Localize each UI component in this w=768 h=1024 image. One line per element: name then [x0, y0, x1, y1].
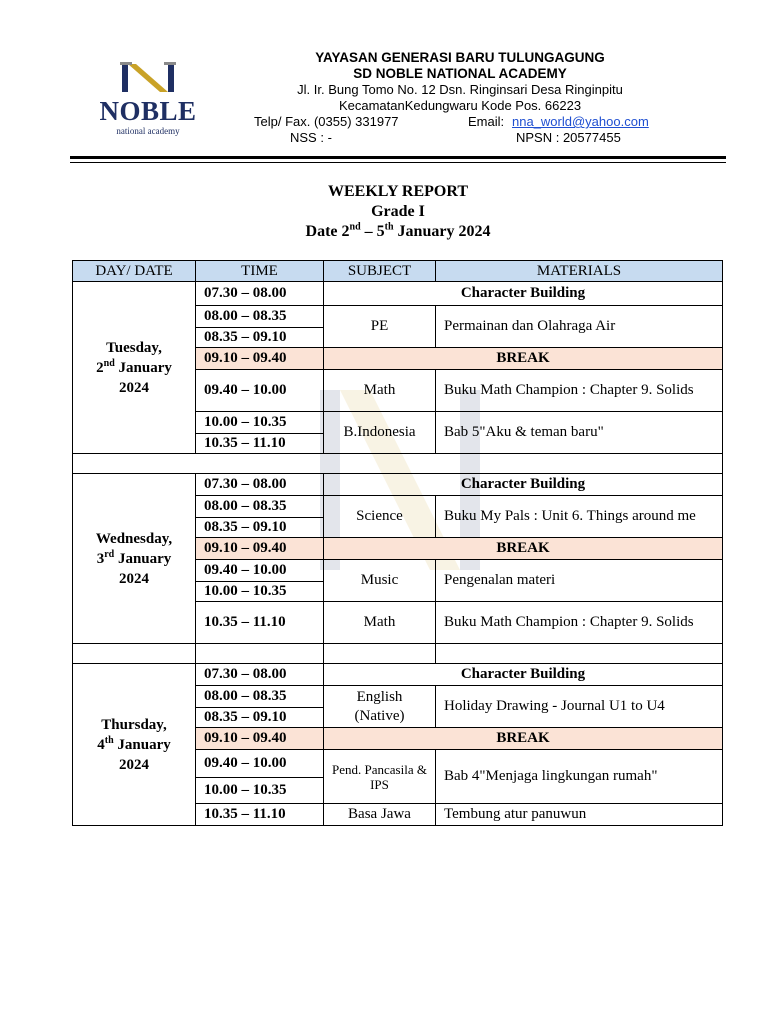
npsn-text: NPSN : 20577455 — [516, 130, 621, 145]
empty-cell — [436, 644, 723, 664]
col-header-subject: SUBJECT — [324, 261, 436, 282]
time-cell: 10.35 – 11.10 — [196, 804, 324, 826]
subject-cell: Math — [324, 370, 436, 412]
col-header-day: DAY/ DATE — [73, 261, 196, 282]
time-cell: 09.40 – 10.00 — [196, 750, 324, 778]
day-cell-thursday: Thursday, 4th January 2024 — [73, 664, 196, 826]
email-link[interactable]: nna_world@yahoo.com — [512, 114, 649, 129]
time-cell: 08.35 – 09.10 — [196, 518, 324, 538]
time-cell: 10.00 – 10.35 — [196, 778, 324, 804]
time-cell: 10.00 – 10.35 — [196, 412, 324, 434]
time-cell: 09.40 – 10.00 — [196, 370, 324, 412]
table-row — [73, 664, 723, 686]
col-header-materials: MATERIALS — [436, 261, 723, 282]
logo-emblem-icon — [92, 60, 204, 100]
subject-cell: English (Native) — [324, 686, 436, 728]
time-cell: 07.30 – 08.00 — [196, 474, 324, 496]
subject-cell: Science — [324, 496, 436, 538]
report-title: WEEKLY REPORT — [327, 183, 469, 200]
time-cell: 09.10 – 09.40 — [196, 538, 324, 560]
time-cell: 10.35 – 11.10 — [196, 602, 324, 644]
time-cell: 08.35 – 09.10 — [196, 328, 324, 348]
materials-cell: Bab 5"Aku & teman baru" — [436, 412, 723, 454]
report-titles — [0, 182, 768, 242]
logo-subtitle: national academy — [116, 126, 180, 136]
time-cell: 10.00 – 10.35 — [196, 582, 324, 602]
empty-cell — [324, 644, 436, 664]
empty-cell — [73, 644, 196, 664]
spacer-row — [73, 644, 723, 664]
subject-cell: Music — [324, 560, 436, 602]
nss-text: NSS : - — [290, 130, 332, 145]
day-cell-wednesday: Wednesday, 3rd January 2024 — [73, 474, 196, 644]
table-header-row — [73, 261, 723, 282]
break-cell: BREAK — [324, 348, 723, 370]
school-logo — [92, 60, 204, 138]
logo-wordmark: NOBLE — [99, 96, 197, 126]
time-cell: 08.00 – 08.35 — [196, 306, 324, 328]
table-row — [73, 474, 723, 496]
subject-cell: PE — [324, 306, 436, 348]
table-row — [73, 282, 723, 306]
date-range: Date 2nd – 5th January 2024 — [305, 221, 491, 240]
time-cell: 09.10 – 09.40 — [196, 728, 324, 750]
materials-cell: Buku My Pals : Unit 6. Things around me — [436, 496, 723, 538]
materials-cell: Tembung atur panuwun — [436, 804, 723, 826]
time-cell: 09.40 – 10.00 — [196, 560, 324, 582]
break-cell: BREAK — [324, 538, 723, 560]
subject-cell: Math — [324, 602, 436, 644]
character-building-cell: Character Building — [324, 282, 723, 306]
address-line-1: Jl. Ir. Bung Tomo No. 12 Dsn. Ringinsari Desa Ringinpitu — [297, 82, 623, 97]
subject-cell: Basa Jawa — [324, 804, 436, 826]
materials-cell: Pengenalan materi — [436, 560, 723, 602]
spacer-row — [73, 454, 723, 474]
subject-cell: Pend. Pancasila & IPS — [324, 750, 436, 804]
materials-cell: Holiday Drawing - Journal U1 to U4 — [436, 686, 723, 728]
header-rule-thick — [70, 156, 726, 159]
character-building-cell: Character Building — [324, 474, 723, 496]
day-cell-tuesday: Tuesday, 2nd January 2024 — [73, 282, 196, 454]
grade-label: Grade I — [371, 203, 425, 220]
materials-cell: Buku Math Champion : Chapter 9. Solids — [436, 370, 723, 412]
character-building-cell: Character Building — [324, 664, 723, 686]
empty-cell — [196, 644, 324, 664]
materials-cell: Bab 4"Menjaga lingkungan rumah" — [436, 750, 723, 804]
materials-cell: Buku Math Champion : Chapter 9. Solids — [436, 602, 723, 644]
address-line-2: KecamatanKedungwaru Kode Pos. 66223 — [338, 98, 582, 113]
email-label: Email: — [468, 114, 505, 129]
time-cell: 09.10 – 09.40 — [196, 348, 324, 370]
contact-row — [240, 114, 680, 130]
id-row — [240, 130, 680, 146]
schedule-table — [72, 260, 723, 826]
header-rule-thin — [70, 162, 726, 163]
org-name: YAYASAN GENERASI BARU TULUNGAGUNG — [315, 50, 605, 65]
time-cell: 08.00 – 08.35 — [196, 686, 324, 708]
empty-cell — [73, 454, 723, 474]
time-cell: 08.35 – 09.10 — [196, 708, 324, 728]
time-cell: 08.00 – 08.35 — [196, 496, 324, 518]
materials-cell: Permainan dan Olahraga Air — [436, 306, 723, 348]
phone-text: Telp/ Fax. (0355) 331977 — [254, 114, 399, 129]
time-cell: 10.35 – 11.10 — [196, 434, 324, 454]
time-cell: 07.30 – 08.00 — [196, 664, 324, 686]
time-cell: 07.30 – 08.00 — [196, 282, 324, 306]
letterhead — [240, 50, 680, 146]
subject-cell: B.Indonesia — [324, 412, 436, 454]
school-name: SD NOBLE NATIONAL ACADEMY — [353, 66, 567, 81]
col-header-time: TIME — [196, 261, 324, 282]
break-cell: BREAK — [324, 728, 723, 750]
